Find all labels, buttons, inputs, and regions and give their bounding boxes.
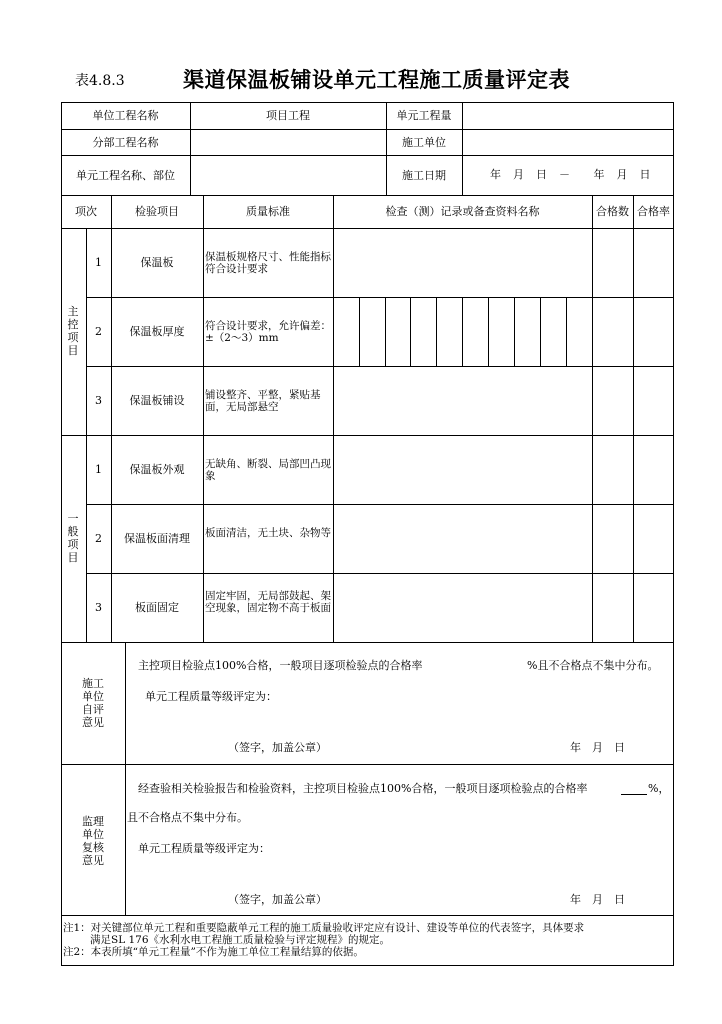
main-item-name: 保温板厚度 [129, 325, 185, 338]
main-item-name: 保温板 [140, 256, 174, 269]
date-value: 年 月 日 － 年 月 日 [490, 168, 651, 181]
supervisor-line1-tail: %， [648, 782, 670, 795]
date-label: 施工日期 [402, 168, 446, 182]
main-group-label: 主控项目 [67, 305, 79, 357]
main-item-no: 3 [95, 394, 102, 407]
col-inspect-item: 检验项目 [135, 205, 179, 218]
contractor-opinion-label: 施工单位自评意见 [82, 677, 104, 729]
contractor-line1-tail: %且不合格点不集中分布。 [527, 659, 659, 672]
unit-project-label: 单位工程名称 [92, 109, 159, 122]
main-item-no: 2 [95, 325, 102, 338]
general-item-no: 1 [95, 463, 102, 476]
main-item-standard: 保温板规格尺寸、性能指标符合设计要求 [205, 251, 331, 275]
general-item-name: 保温板外观 [129, 463, 185, 476]
form-title: 渠道保温板铺设单元工程施工质量评定表 [183, 68, 570, 92]
note-1: 注1：对关键部位单元工程和重要隐蔽单元工程的施工质量验收评定应有设计、建设等单位的代表签字，具体要求 [63, 922, 585, 934]
general-item-no: 2 [95, 532, 102, 545]
unit-quantity-label: 单元工程量 [396, 109, 452, 122]
contractor-line1: 主控项目检验点100%合格，一般项目逐项检验点的合格率 [138, 659, 423, 672]
general-item-no: 3 [95, 601, 102, 614]
col-qualified-rate: 合格率 [637, 205, 670, 218]
general-item-name: 板面固定 [135, 601, 179, 614]
general-item-name: 保温板面清理 [124, 532, 190, 545]
col-qualified-count: 合格数 [596, 205, 629, 218]
note-2: 注2：本表所填“单元工程量”不作为施工单位工程量结算的依据。 [63, 946, 364, 958]
element-label: 单元工程名称、部位 [76, 168, 175, 182]
main-item-no: 1 [95, 256, 102, 269]
contractor-date: 年 月 日 [570, 741, 625, 754]
contractor-grade: 单元工程质量等级评定为： [145, 690, 277, 703]
table-number: 表4.8.3 [75, 73, 125, 89]
supervisor-sign: （签字，加盖公章） [228, 893, 327, 906]
main-item-name: 保温板铺设 [129, 394, 185, 407]
supervisor-line2: 且不合格点不集中分布。 [127, 811, 248, 824]
general-item-standard: 固定牢固，无局部鼓起、架空现象，固定物不高于板面 [205, 590, 331, 614]
col-records: 检查（测）记录或备查资料名称 [385, 205, 540, 218]
supervisor-line1-blank[interactable] [621, 782, 647, 795]
supervisor-opinion-label: 监理单位复核意见 [82, 815, 104, 867]
main-item-standard: 铺设整齐、平整，紧贴基面，无局部悬空 [205, 389, 321, 413]
unit-project-value: 项目工程 [266, 109, 310, 122]
main-item-standard: 符合设计要求，允许偏差：±（2～3）mm [205, 320, 331, 344]
general-item-standard: 板面清洁，无土块、杂物等 [205, 527, 331, 539]
sub-project-label: 分部工程名称 [92, 135, 159, 149]
note-1-continued: 满足SL 176《水利水电工程施工质量检验与评定规程》的规定。 [90, 934, 391, 946]
supervisor-line1: 经查验相关检验报告和检验资料，主控项目检验点100%合格，一般项目逐项检验点的合格率 [138, 782, 588, 795]
col-standard: 质量标准 [246, 205, 290, 218]
supervisor-date: 年 月 日 [570, 893, 625, 906]
col-item: 项次 [75, 205, 97, 218]
supervisor-grade: 单元工程质量等级评定为： [138, 842, 270, 855]
general-item-standard: 无缺角、断裂、局部凹凸现象 [205, 458, 331, 482]
contractor-label: 施工单位 [402, 135, 446, 149]
general-group-label: 一般项目 [67, 512, 79, 564]
contractor-sign: （签字，加盖公章） [228, 741, 327, 754]
